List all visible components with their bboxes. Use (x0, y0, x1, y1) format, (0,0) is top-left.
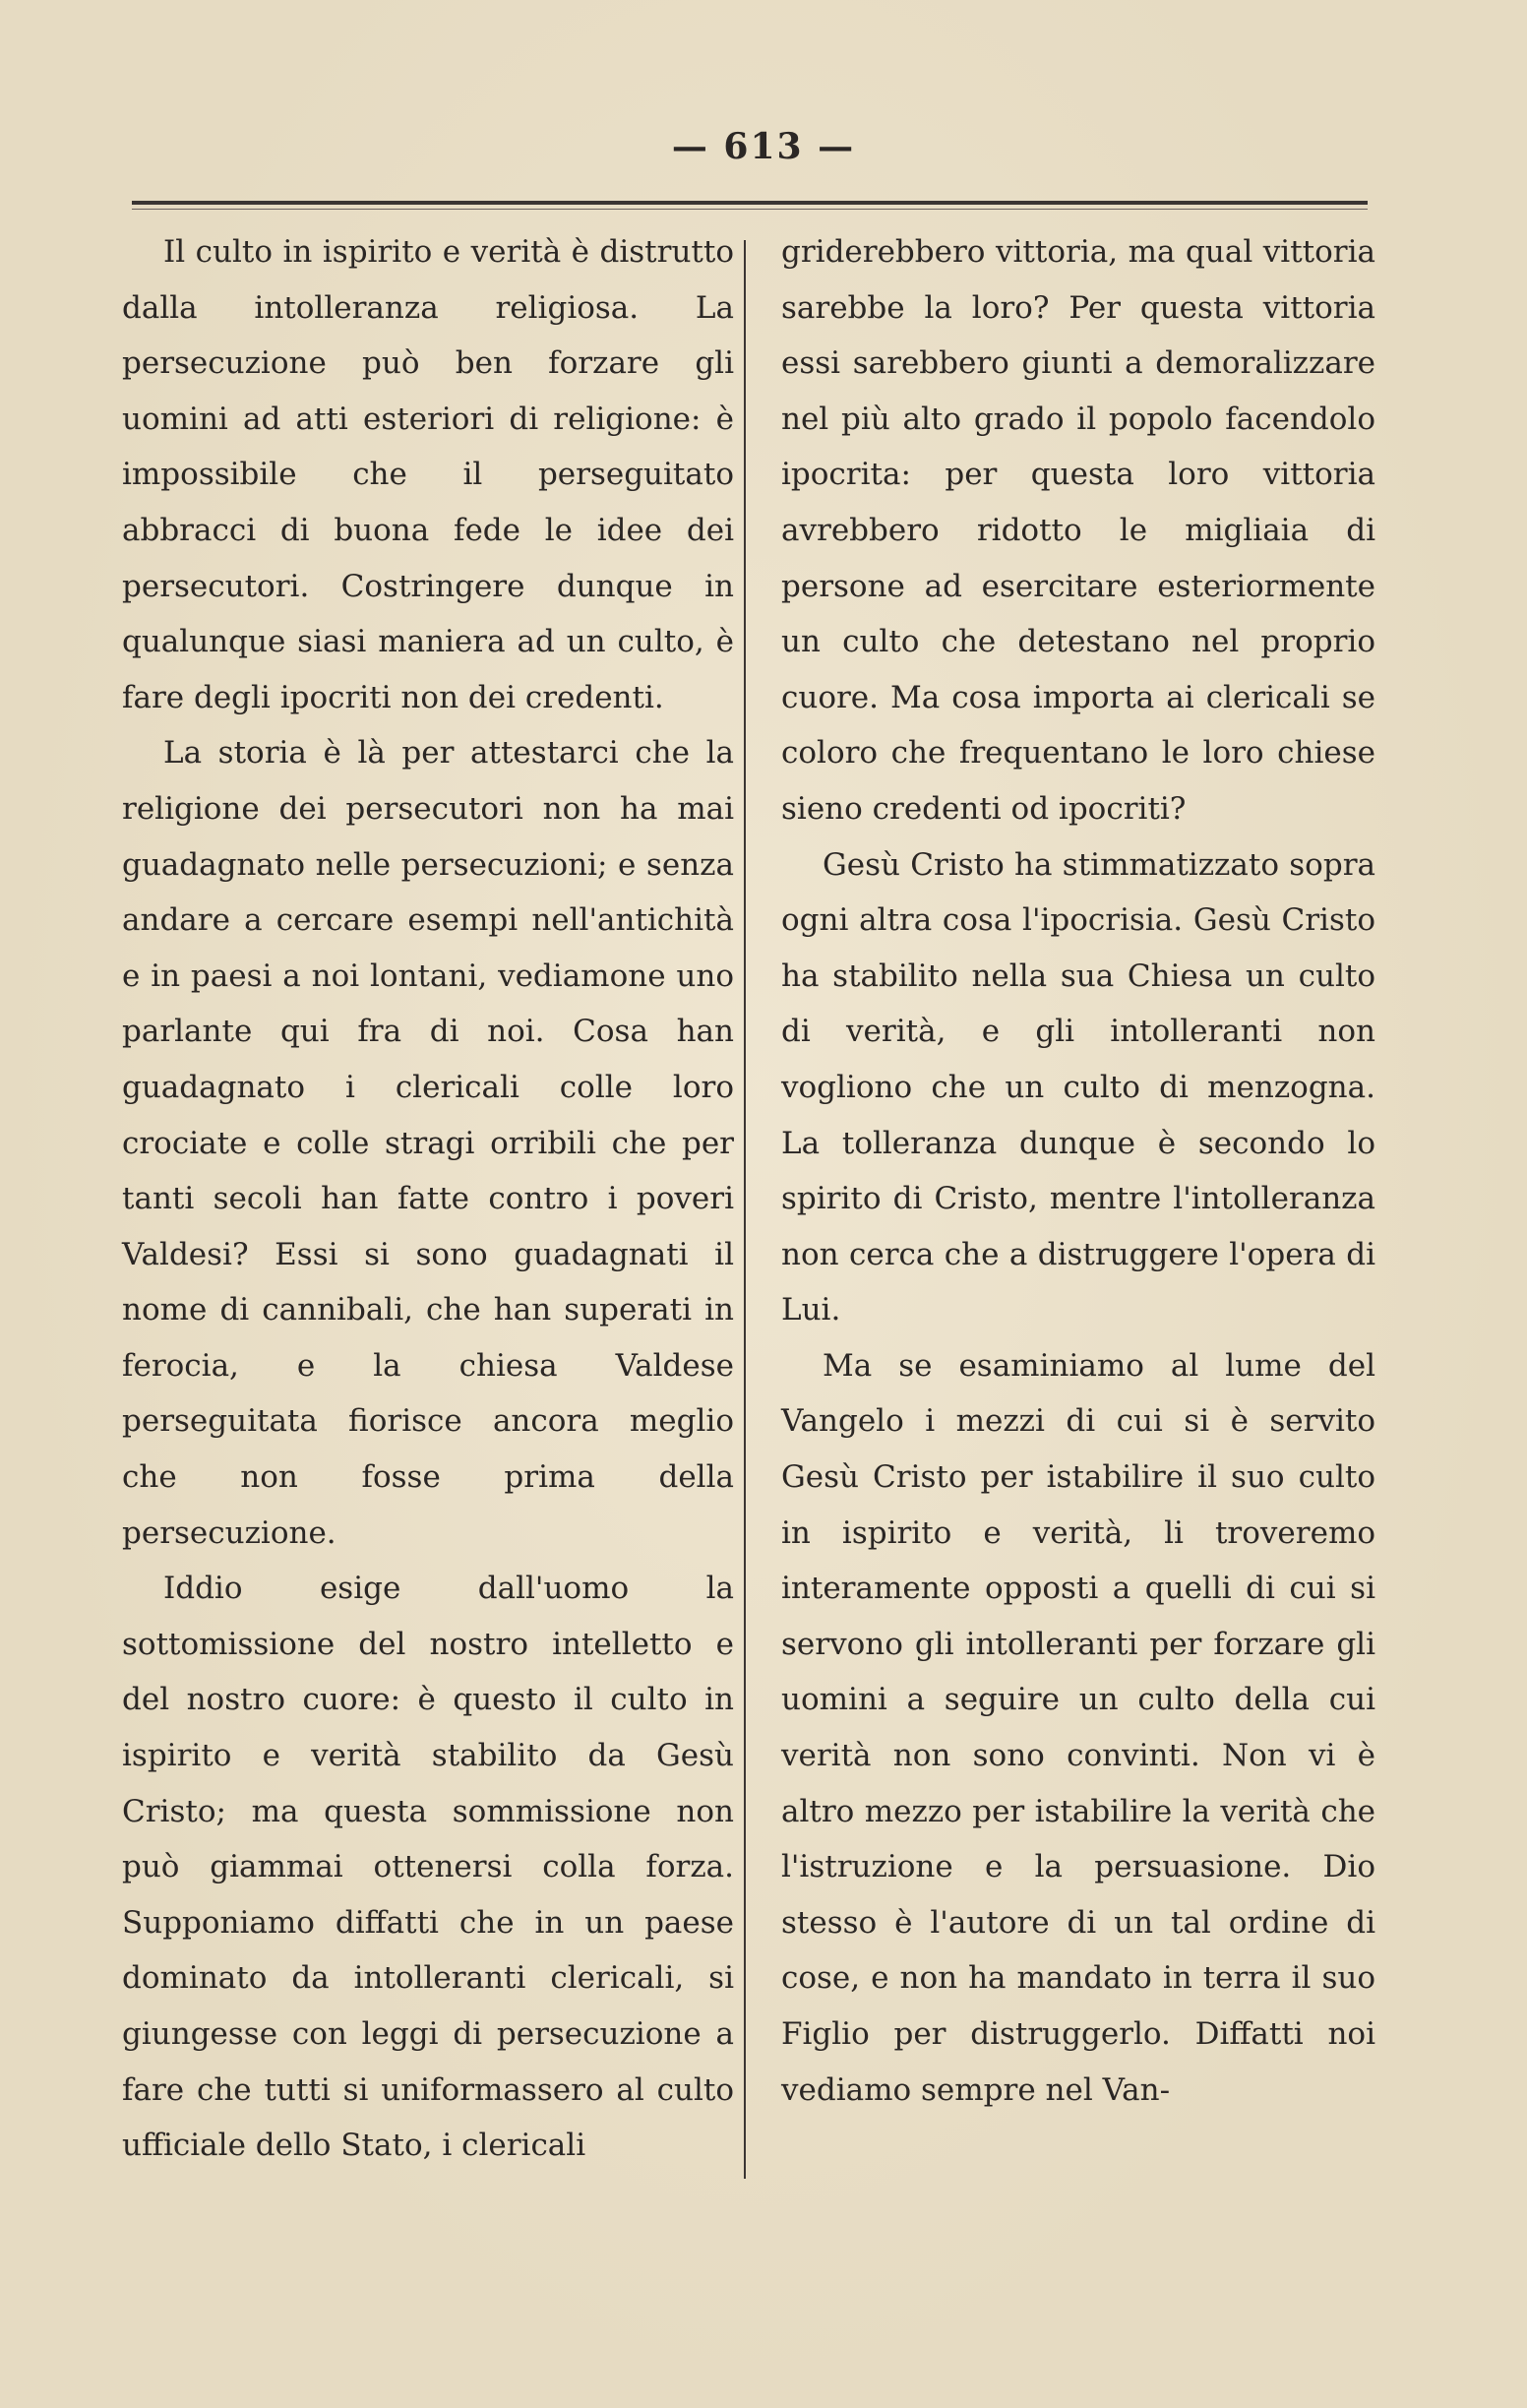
paragraph: Ma se esaminiamo al lume del Vangelo i mezzi di cui si è servito Gesù Cristo per istabilire il suo culto in ispirito e verità, li troveremo interamente opposti a quelli di cui si servono gli intolleranti per forzare gli uomini a seguire un culto della cui verità non sono convinti. Non vi è altro mezzo per istabilire la verità che l'istruzione e la persuasione. Dio stesso è l'autore di un tal ordine di cose, e non ha mandato in terra il suo Figlio per distruggerlo. Diffatti noi vediamo sempre nel Van- (781, 1347, 1375, 2108)
paragraph: Gesù Cristo ha stimmatizzato sopra ogni altra cosa l'ipocrisia. Gesù Cristo ha stabilito nella sua Chiesa un culto di verità, e gli intolleranti non vogliono che un culto di menzogna. La tolleranza dunque è secondo lo spirito di Cristo, mentre l'intolleranza non cerca che a distruggere l'opera di Lui. (781, 846, 1375, 1328)
page-number: — 613 — (671, 126, 856, 167)
paragraph: La storia è là per attestarci che la religione dei persecutori non ha mai guadagnato nelle persecuzioni; e senza andare a cercare esempi nell'antichità e in paesi a noi lontani, vediamone uno parlante qui fra di noi. Cosa han guadagnato i clericali colle loro crociate e colle stragi orribili che per tanti secoli han fatte contro i poveri Valdesi? Essi si sono guadagnati il nome di cannibali, che han superati in ferocia, e la chiesa Valdese perseguitata fiorisce ancora meglio che non fosse prima della persecuzione. (122, 735, 734, 1551)
paragraph: griderebbero vittoria, ma qual vittoria sarebbe la loro? Per questa vittoria essi sarebbero giunti a demoralizzare nel più alto grado il popolo facendolo ipocrita: per questa loro vittoria avrebbero ridotto le migliaia di persone ad esercitare esteriormente un culto che detestano nel proprio cuore. Ma cosa importa ai clericali se coloro che frequentano le loro chiese sieno credenti od ipocriti? (781, 234, 1375, 827)
paragraph: Il culto in ispirito e verità è distrutto dalla intolleranza religiosa. La persecuzione può ben forzare gli uomini ad atti esteriori di religione: è impossibile che il perseguitato abbracci di buona fede le idee dei persecutori. Costringere dunque in qualunque siasi maniera ad un culto, è fare degli ipocriti non dei credenti. (122, 234, 734, 715)
paragraph: Iddio esige dall'uomo la sottomissione del nostro intelletto e del nostro cuore: è questo il culto in ispirito e verità stabilito da Gesù Cristo; ma questa sommissione non può giammai ottenersi colla forza. Supponiamo diffatti che in un paese dominato da intolleranti clericali, si giungesse con leggi di persecuzione a fare che tutti si uniformassero al culto ufficiale dello Stato, i clericali (122, 1571, 734, 2164)
left-column (122, 224, 734, 2174)
header-rule (132, 201, 1368, 205)
right-column (781, 224, 1375, 2118)
header-rule-thin (132, 209, 1368, 210)
column-divider (744, 240, 746, 2179)
